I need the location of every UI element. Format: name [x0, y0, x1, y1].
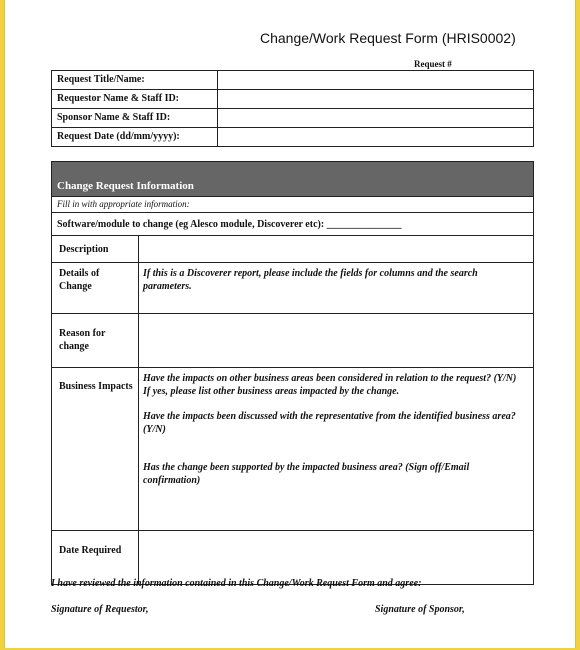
impacts-question-1b: If yes, please list other business areas impacted by the change.	[143, 386, 400, 397]
request-title-field[interactable]	[218, 71, 534, 90]
reason-field[interactable]	[139, 314, 534, 368]
software-row	[52, 213, 534, 236]
form-title: Change/Work Request Form (HRIS0002)	[260, 30, 516, 46]
change-info-header-row	[52, 162, 534, 197]
details-field[interactable]: If this is a Discoverer report, please include the fields for columns and the search parameters.	[139, 263, 534, 314]
impacts-question-2: Have the impacts been discussed with the representative from the identified business area?(Y/N)	[143, 411, 516, 435]
sponsor-label: Sponsor Name & Staff ID:	[52, 109, 218, 128]
change-info-heading: Change Request Information	[52, 162, 534, 197]
date-required-field[interactable]	[139, 531, 534, 585]
impacts-field[interactable]	[139, 368, 534, 531]
instruction-text: Fill in with appropriate information:	[52, 197, 534, 213]
description-field[interactable]	[139, 236, 534, 263]
request-number-label: Request #	[414, 59, 452, 69]
reason-row	[52, 314, 534, 368]
change-request-table	[51, 161, 534, 585]
request-date-label: Request Date (dd/mm/yyyy):	[52, 128, 218, 147]
impacts-question-3: Has the change been supported by the impacted business area? (Sign off/Email confirmation)	[143, 462, 470, 486]
instruction-row	[52, 197, 534, 213]
impacts-question-1: Have the impacts on other business areas been considered in relation to the request? (Y/N)	[143, 373, 517, 384]
header-fields-table	[51, 70, 534, 147]
header-row-requestor	[52, 90, 534, 109]
software-module-field[interactable]: Software/module to change (eg Alesco module, Discoverer etc): _______________	[52, 213, 534, 236]
sponsor-field[interactable]	[218, 109, 534, 128]
description-row	[52, 236, 534, 263]
requestor-field[interactable]	[218, 90, 534, 109]
form-page	[4, 0, 576, 648]
details-label: Details of Change	[52, 263, 139, 314]
agreement-text: I have reviewed the information contained in this Change/Work Request Form and agree:	[51, 578, 422, 589]
request-title-label: Request Title/Name:	[52, 71, 218, 90]
header-row-request-date	[52, 128, 534, 147]
header-row-request-title	[52, 71, 534, 90]
impacts-label: Business Impacts	[52, 368, 139, 531]
date-required-label: Date Required	[52, 531, 139, 585]
signature-requestor: Signature of Requestor,	[51, 604, 149, 615]
request-date-field[interactable]	[218, 128, 534, 147]
impacts-row	[52, 368, 534, 531]
reason-label: Reason for change	[52, 314, 139, 368]
header-row-sponsor	[52, 109, 534, 128]
signature-sponsor: Signature of Sponsor,	[375, 604, 465, 615]
details-row	[52, 263, 534, 314]
date-required-row	[52, 531, 534, 585]
requestor-label: Requestor Name & Staff ID:	[52, 90, 218, 109]
description-label: Description	[52, 236, 139, 263]
